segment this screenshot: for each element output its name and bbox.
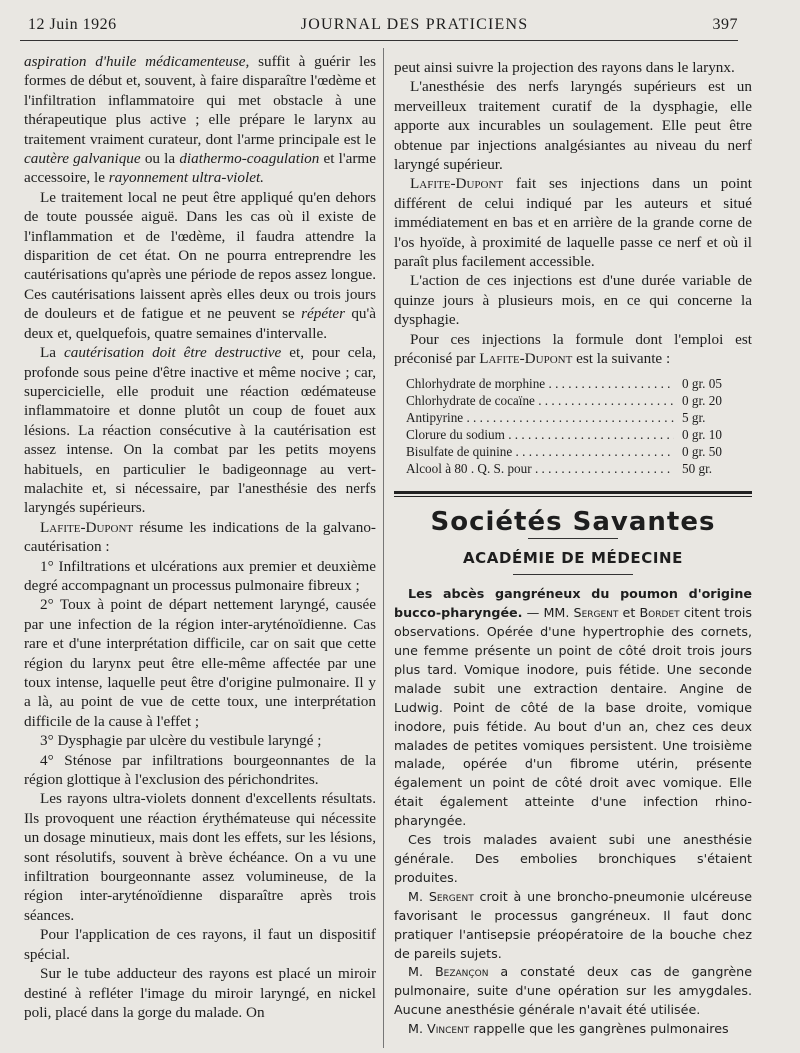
header-page-number: 397 [712, 16, 738, 33]
left-paragraph-7: Sur le tube adducteur des rayons est placé un miroir destiné à refléter l'image du miroir laryngé, en nickel poli, placé dans la gorge du malade. On [24, 965, 376, 1021]
right-paragraph-3: Lafite-Dupont fait ses injections dans un point différent de celui indiqué par les auteurs et situé immédiatement en bas et en arrière de la grande corne de l'os hyoïde, à proximité de laquelle passe ce nerf et où il paraît plus facilement accessible. [394, 175, 752, 271]
formula-row: Alcool à 80 . Q. S. pour . . . 50 gr. [406, 460, 752, 477]
formula-row: Chlorhydrate de morphine . . . 0 gr. 05 [406, 375, 752, 392]
left-paragraph-2: Le traitement local ne peut être appliqué qu'en dehors de toute poussée aiguë. Dans les cas où il existe de l'inflammation et de l'œdème, il faudra attendre la disparition de cet état. On ne pourra entreprendre les cautérisations qu'après une période de repos assez longue. Ces cautérisations laissent après elles deux ou trois jours de douleurs et de fatigue et ne peuvent se répéter qu'à deux et, quelquefois, quatre semaines d'intervalle. [24, 188, 376, 342]
section-rule [394, 491, 752, 497]
indication-item-3: 3° Dysphagie par ulcère du vestibule laryngé ; [40, 732, 322, 750]
page-header [28, 16, 738, 38]
left-column [24, 52, 376, 1022]
left-paragraph-6: Pour l'application de ces rayons, il faut un dispositif spécial. [24, 926, 376, 963]
left-paragraph-5: Les rayons ultra-violets donnent d'excellents résultats. Ils provoquent une réaction érythémateuse qui nécessite un dosage minutieux, mais dont les effets, sur les lésions, sont résolutifs, souvent à brève échéance. On a vu une infiltration bourgeonnante assez volumineuse, de la région inter-aryténoïdienne disparaître après trois séances. [24, 790, 376, 924]
formula-row: Bisulfate de quinine . . . 0 gr. 50 [406, 443, 752, 460]
report-paragraph-4: M. Bezançon a constaté deux cas de gangrène pulmonaire, suite d'une opération sur les amygdales. Aucune anesthésie générale n'avait été utilisée. [394, 964, 752, 1018]
indication-item-1: 1° Infiltrations et ulcérations aux premier et deuxième degré accompagnant un processus pulmonaire fibreux ; [24, 557, 376, 594]
header-date: 12 Juin 1926 [28, 16, 117, 33]
left-paragraph-1: aspiration d'huile médicamenteuse, suffit à guérir les formes de début et, souvent, à faire disparaître l'œdème et l'infiltration inflammatoire qui met obstacle à une thérapeutique plus active ; elle prépare le larynx au traitement vraiment curateur, dont l'arme principale est le cautère galvanique ou la diathermo-coagulation et l'arme accessoire, le rayonnement ultra-violet. [24, 53, 376, 187]
right-paragraph-1: peut ainsi suivre la projection des rayons dans le larynx. [394, 59, 735, 76]
report-paragraph-5: M. Vincent rappelle que les gangrènes pulmonaires [408, 1021, 729, 1037]
formula-row: Antipyrine . . . 5 gr. [406, 409, 752, 426]
header-rule [20, 40, 738, 41]
section-title-underline [528, 538, 618, 539]
report-paragraph-1: Les abcès gangréneux du poumon d'origine bucco-pharyngée. — MM. Sergent et Bordet citent trois observations. Opérée d'une hypertrophie des cornets, une femme présente un point de côté droit trois jours plus tard. Vomique inodore, puis fétide. Une seconde malade subit une extraction dentaire. Angine de Ludwig. Point de côté de la base droite, vomique inodore, puis fétide. Au bout d'un an, chez ces deux malades de petites vomiques persistent. Une troisième malade, opérée d'un fibrome utérin, présente également un point de côté droit avec vomique. Elle était également atteinte d'une infection rhino-pharyngée. [394, 586, 752, 829]
indication-item-4: 4° Sténose par infiltrations bourgeonnantes de la région glottique à l'exclusion des périchondrites. [24, 751, 376, 789]
header-journal-title: JOURNAL DES PRATICIENS [300, 16, 529, 33]
formula-row: Chlorhydrate de cocaïne . . . 0 gr. 20 [406, 392, 752, 409]
right-paragraph-4: L'action de ces injections est d'une durée variable de quinze jours à plusieurs mois, en ce qui concerne la dysphagie. [394, 272, 752, 329]
column-divider [383, 48, 384, 1048]
report-paragraph-2: Ces trois malades avaient subi une anesthésie générale. Des embolies bronchiques s'étaient produites. [394, 832, 752, 885]
right-paragraph-5: Pour ces injections la formule dont l'emploi est préconisé par Lafite-Dupont est la suivante : [394, 330, 752, 368]
formula-row: Clorure du sodium . . . 0 gr. 10 [406, 426, 752, 443]
report-paragraph-3: M. Sergent croit à une broncho-pneumonie ulcéreuse favorisant le processus gangréneux. Il faut donc pratiquer l'antisepsie préopératoire de la bouche chez de pareils sujets. [394, 888, 753, 961]
right-column [394, 58, 752, 1039]
subsection-title: ACADÉMIE DE MÉDECINE [462, 548, 684, 567]
left-paragraph-4: Lafite-Dupont résume les indications de la galvano-cautérisation : [24, 518, 376, 556]
academie-report [394, 585, 752, 1039]
indication-item-2: 2° Toux à point de départ nettement laryngé, causée par une infection de la région inter-aryténoïdienne. Cas rare et d'une interprétation difficile, car on sait que cette région du larynx peut être elle-même affectée par une toux intense, laquelle peut être d'origine pulmonaire. Il y a là, au point de vue de cette toux, une interprétation difficile de la cause à l'effet ; [24, 596, 376, 730]
left-paragraph-3: La cautérisation doit être destructive et, pour cela, profonde sous peine d'être inactive et même nocive ; car, supercicielle, elle produit une réaction œdémateuse inflammatoire et donne plutôt un coup de fouet aux lésions. La réaction consécutive à la cautérisation est assez intense. On la combat par les petits moyens habituels, en particulier le badigeonnage au vert-malachite et, si nécessaire, par l'anesthésie des nerfs laryngés supérieurs. [24, 344, 376, 517]
formula-table [406, 375, 752, 477]
right-paragraph-2: L'anesthésie des nerfs laryngés supérieurs est un merveilleux traitement curatif de la dysphagie, elle apporte aux incurables un soulagement. Elle peut être obtenue par injections analgésiantes au niveau du nerf laryngé supérieur. [394, 78, 752, 174]
subsection-underline [513, 574, 633, 575]
section-title: Sociétés Savantes [430, 506, 716, 537]
